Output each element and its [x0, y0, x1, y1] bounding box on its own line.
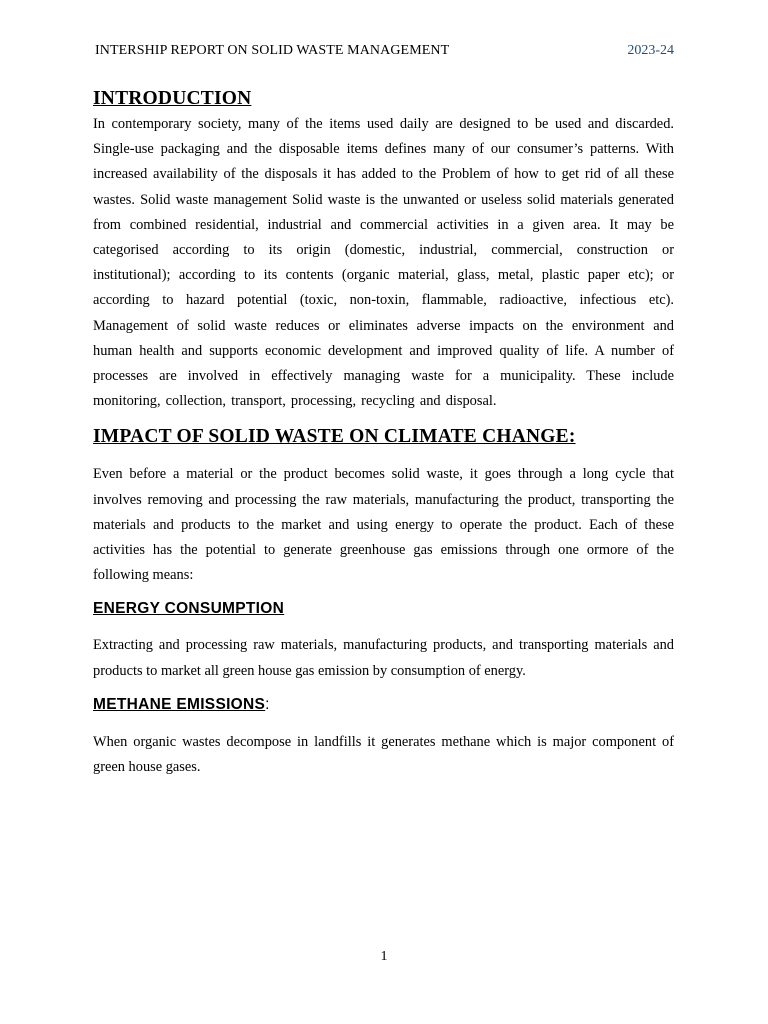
header-title: INTERSHIP REPORT ON SOLID WASTE MANAGEMENT	[95, 43, 450, 58]
header-year: 2023-24	[627, 43, 674, 58]
page-number: 1	[380, 949, 388, 964]
methane-emissions-heading-text: METHANE EMISSIONS	[93, 695, 266, 713]
energy-consumption-heading	[93, 599, 674, 619]
document-body	[93, 86, 674, 780]
introduction-heading: INTRODUCTION	[93, 88, 252, 109]
energy-consumption-heading-text: ENERGY CONSUMPTION	[93, 600, 285, 618]
energy-consumption-paragraph: Extracting and processing raw materials, manufacturing products, and transporting materials and products to market all green house gas emission by consumption of energy.	[93, 637, 674, 679]
methane-heading-suffix: :	[265, 695, 270, 713]
methane-emissions-heading	[93, 695, 674, 715]
methane-emissions-paragraph: When organic wastes decompose in landfills it generates methane which is major component of green house gases.	[93, 733, 674, 776]
impact-heading: IMPACT OF SOLID WASTE ON CLIMATE CHANGE:	[93, 426, 576, 448]
introduction-paragraph: In contemporary society, many of the items used daily are designed to be used and discarded. Single-use packaging and the disposable items defines many of our consumer’s patterns. With increased availability of the disposals it has added to the Problem of how to get rid of all these wastes. Solid waste management Solid waste is the unwanted or useless solid materials generated from combined residential, industrial and commercial activities in a given area. It may be categorised according to its origin (domestic, industrial, commercial, construction or institutional); according to its contents (organic material, glass, metal, plastic paper etc); or according to hazard potential (toxic, non-toxin, flammable, radioactive, infectious etc). Management of solid waste reduces or eliminates adverse impacts on the environment and human health and supports economic development and improved quality of life. A number of processes are involved in effectively managing waste for a municipality. These include monitoring, collection, transport, processing, recycling and disposal.	[93, 116, 674, 410]
impact-paragraph: Even before a material or the product becomes solid waste, it goes through a long cycle that involves removing and processing the raw materials, manufacturing the product, transporting the materials and products to the market and using energy to operate the product. Each of these activities has the potential to generate greenhouse gas emissions through one ormore of the following means:	[93, 466, 674, 584]
